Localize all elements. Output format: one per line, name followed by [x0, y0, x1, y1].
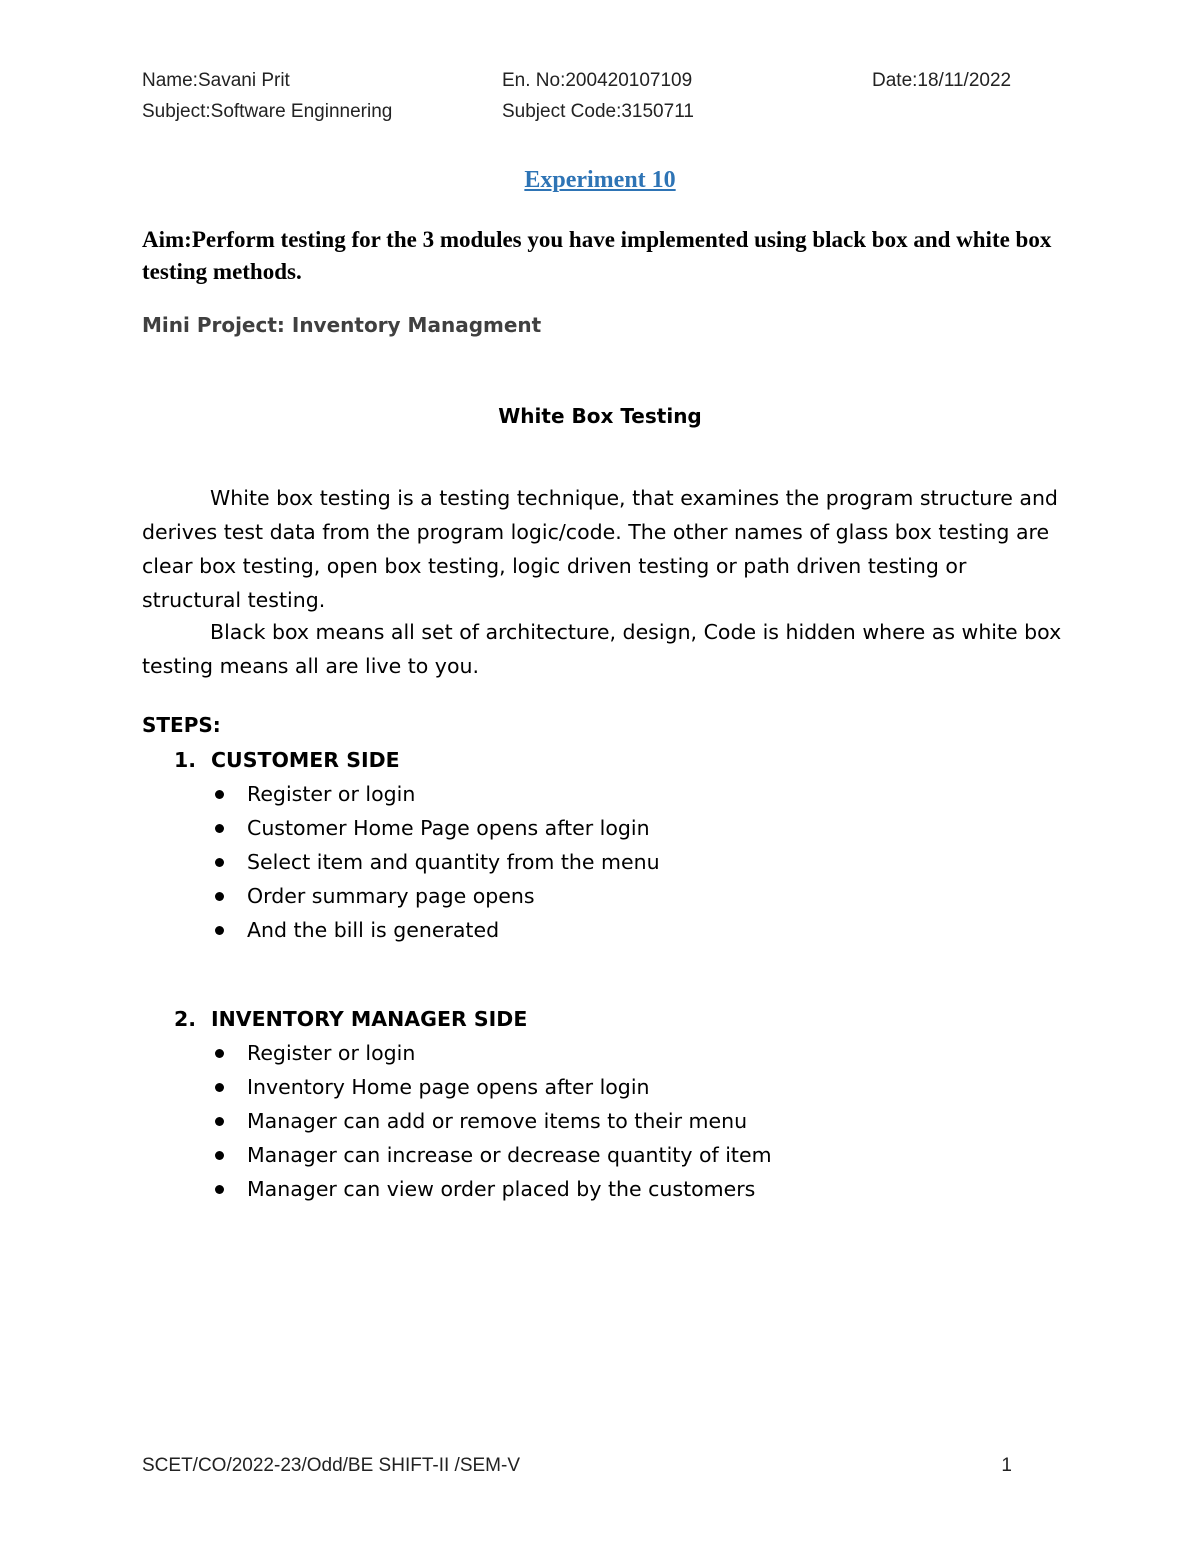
step-bullet-list [174, 777, 660, 947]
step-title-row [174, 743, 660, 777]
list-item-text: Manager can view order placed by the customers [247, 1177, 756, 1201]
page-header [142, 70, 1042, 132]
bullet-icon [215, 1117, 224, 1126]
step-bullet-list [174, 1036, 772, 1206]
list-item [174, 1036, 772, 1070]
list-item-text: Manager can increase or decrease quantity of item [247, 1143, 772, 1167]
mini-project-title: Mini Project: Inventory Managment [142, 313, 542, 337]
step-customer-side [174, 743, 660, 947]
list-item-text: Register or login [247, 782, 416, 806]
list-item-text: Manager can add or remove items to their menu [247, 1109, 748, 1133]
experiment-title: Experiment 10 [524, 167, 676, 193]
aim-statement: Aim:Perform testing for the 3 modules you have implemented using black box and white box testing methods. [142, 227, 1052, 284]
list-item [174, 845, 660, 879]
list-item [174, 879, 660, 913]
subject-name: Subject:Software Enginnering [142, 101, 393, 122]
step-number: 2. [174, 1007, 197, 1031]
step-title: CUSTOMER SIDE [211, 748, 400, 772]
bullet-icon [215, 892, 224, 901]
course-code: SCET/CO/2022-23/Odd/BE SHIFT-II /SEM-V [142, 1455, 521, 1476]
list-item-text: And the bill is generated [247, 918, 500, 942]
step-inventory-manager-side [174, 1002, 772, 1206]
bullet-icon [215, 858, 224, 867]
list-item-text: Select item and quantity from the menu [247, 850, 660, 874]
enrollment-number: En. No:200420107109 [502, 70, 693, 91]
list-item [174, 1172, 772, 1206]
step-title: INVENTORY MANAGER SIDE [211, 1007, 528, 1031]
date: Date:18/11/2022 [872, 70, 1012, 91]
list-item [174, 913, 660, 947]
steps-label: STEPS: [142, 713, 221, 737]
paragraph-text: White box testing is a testing technique, that examines the program structure and derives test data from the program logic/code. The other names of glass box testing are clear box testing, open box testing, logic driven testing or path driven testing or structural testing. [142, 486, 1058, 612]
list-item [174, 811, 660, 845]
bullet-icon [215, 824, 224, 833]
list-item [174, 1104, 772, 1138]
bullet-icon [215, 926, 224, 935]
list-item-text: Register or login [247, 1041, 416, 1065]
list-item [174, 1070, 772, 1104]
step-title-row [174, 1002, 772, 1036]
list-item-text: Inventory Home page opens after login [247, 1075, 650, 1099]
page-number: 1 [1001, 1455, 1012, 1476]
step-number: 1. [174, 748, 197, 772]
subject-code: Subject Code:3150711 [502, 101, 694, 122]
paragraph-black-vs-white-box [142, 615, 1072, 683]
paragraph-white-box-definition [142, 481, 1072, 617]
bullet-icon [215, 790, 224, 799]
bullet-icon [215, 1151, 224, 1160]
header-row-2 [142, 101, 1042, 132]
section-heading: White Box Testing [498, 404, 702, 428]
list-item [174, 777, 660, 811]
bullet-icon [215, 1083, 224, 1092]
list-item-text: Customer Home Page opens after login [247, 816, 650, 840]
student-name: Name:Savani Prit [142, 70, 290, 91]
list-item-text: Order summary page opens [247, 884, 535, 908]
bullet-icon [215, 1049, 224, 1058]
list-item [174, 1138, 772, 1172]
paragraph-text: Black box means all set of architecture, design, Code is hidden where as white box testing means all are live to you. [142, 620, 1062, 678]
bullet-icon [215, 1185, 224, 1194]
header-row-1 [142, 70, 1042, 101]
